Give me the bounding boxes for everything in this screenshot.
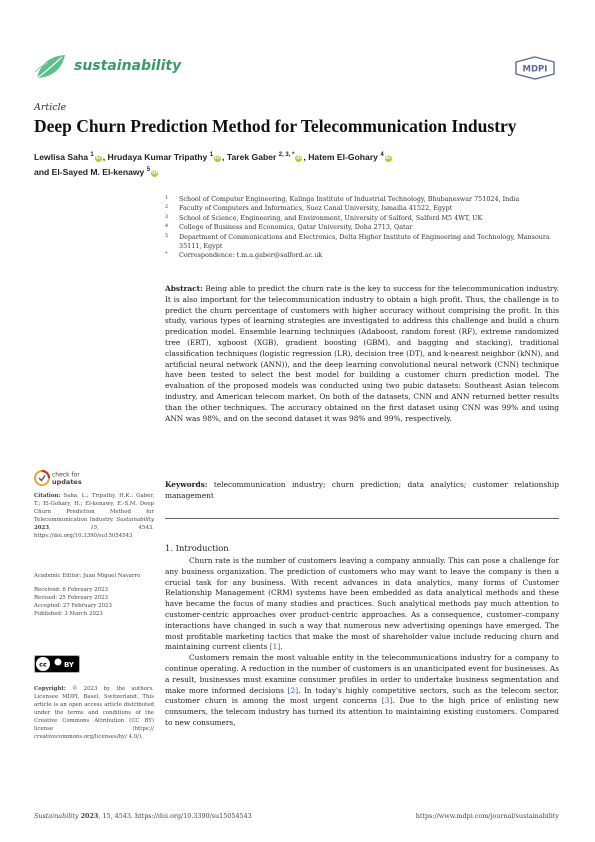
orcid-icon[interactable]: iD bbox=[296, 154, 302, 161]
revised-date: Revised: 25 February 2023 bbox=[34, 595, 108, 601]
affiliation-item: 4 College of Business and Economics, Qatar University, Doha 2713, Qatar bbox=[165, 223, 413, 232]
author-name: Hrudaya Kumar Tripathy bbox=[107, 151, 208, 162]
citation-block: Citation: Saha, L.; Tripathy, H.K.; Gaber, T.; El-Gohary, H.; El-kenawy, E.-S.M. Deep Churn Prediction Method for Telecommunication Industry. Sustainability 2023, 15, 4543. https://doi.org/10.3390/su15054543 bbox=[34, 493, 154, 539]
author-affil-sup: 5 bbox=[146, 166, 151, 173]
author-name: Tarek Gaber bbox=[226, 151, 277, 162]
introduction-body bbox=[165, 556, 559, 729]
section-heading: 1. Introduction bbox=[165, 543, 229, 553]
reference-link[interactable]: [1] bbox=[269, 642, 281, 652]
abstract bbox=[165, 284, 559, 424]
orcid-icon[interactable]: iD bbox=[95, 154, 101, 161]
author-affil-sup: 1 bbox=[209, 152, 214, 158]
affiliation-item: 2 Faculty of Computers and Informatics, Suez Canal University, Ismailia 41522, Egypt bbox=[165, 204, 453, 213]
author-list: Lewlisa Saha $^1$ iD , Hrudaya Kumar Tripathy $^1$ iD , Tarek Gaber $^{2, 3, *}$ iD , Hatem El-Gohary $^4$ iD and El-Sayed M. El-kenawy $^5$ iD bbox=[34, 151, 391, 177]
affiliation-item: 3 School of Science, Engineering, and Environment, University of Salford, Salford M5 4WT, UK bbox=[165, 213, 483, 222]
article-type: Article bbox=[34, 102, 67, 113]
mdpi-logo bbox=[514, 56, 556, 80]
accepted-date: Accepted: 27 February 2023 bbox=[34, 603, 112, 609]
citation-text: Saha, L.; Tripathy, H.K.; Gaber, T.; El-Gohary, H.; El-kenawy, E.-S.M. Deep Churn Prediction Method for Telecommunication Industry. bbox=[34, 493, 154, 523]
footer-journal-url[interactable]: https://www.mdpi.com/journal/sustainability bbox=[415, 812, 559, 820]
orcid-icon[interactable]: iD bbox=[152, 169, 158, 176]
cc-text: cc bbox=[39, 660, 47, 669]
article-title: Deep Churn Prediction Method for Telecommunication Industry bbox=[34, 116, 517, 136]
affiliation-item: 1 School of Computer Engineering, Kalinga Institute of Industrial Technology, Bhubaneswar 751024, India bbox=[165, 195, 520, 203]
cc-by-text: BY bbox=[63, 661, 75, 669]
footer-citation: Sustainability 2023, 15, 4543. https://doi.org/10.3390/su15054543 bbox=[34, 812, 252, 820]
affiliation-item: 5 Department of Communications and Electronics, Delta Higher Institute of Engineering and Technology, Mansoura 35111, Egypt bbox=[165, 232, 550, 251]
orcid-icon[interactable]: iD bbox=[385, 154, 391, 161]
author-affil-sup: 4 bbox=[380, 152, 384, 158]
received-date: Received: 6 February 2023 bbox=[34, 587, 108, 593]
mdpi-logo-text: MDPI bbox=[522, 64, 548, 75]
correspondence: * Correspondence: t.m.a.gaber@salford.ac.uk bbox=[165, 251, 323, 260]
divider bbox=[165, 518, 559, 519]
keywords bbox=[165, 480, 559, 502]
citation-doi: , 4543. https://doi.org/10.3390/su15054543 bbox=[34, 525, 154, 539]
citation-volume: 15 bbox=[90, 525, 98, 531]
check-label-top: check for bbox=[52, 471, 80, 479]
journal-leaf-logo bbox=[34, 52, 68, 82]
orcid-icon[interactable]: iD bbox=[215, 154, 221, 161]
keywords-label: Keywords: bbox=[165, 480, 208, 489]
copyright-block bbox=[34, 685, 154, 741]
published-date: Published: 3 March 2023 bbox=[34, 611, 103, 617]
abstract-label: Abstract: bbox=[165, 284, 203, 293]
check-label-bottom: updates bbox=[52, 478, 82, 486]
academic-editor: Academic Editor: Juan Miguel Navarro bbox=[34, 573, 141, 579]
paragraph: Churn rate is the number of customers leaving a company annually. This can pose a challenge for any business organization. The prediction of customers who may want to leave the company is then a crucial task for any business. With recent advances in data analytics, many forms of Customer Relationship Management (CRM) systems have been embedded as data analytical methods and these have became the focus of many studies and practices. Such analytical methods pay much attention to customer-centric approaches over product-centric approaches. As a consequence, customer–company interactions have changed in such a way that numerous new advertising openings have emerged. The most profitable marketing tactics that make the most of shareholder value include reducing churn and maintaining current clients [1]. bbox=[165, 556, 559, 652]
abstract-text: Being able to predict the churn rate is the key to success for the telecommunication industry. It is also important for the telecommunication industry to obtain a high profit. Thus, the challenge is to predict the churn percentage of customers with higher accuracy without comprising the profit. In this study, various types of learning strategies are investigated to address this challenge and build a churn predication model. Ensemble learning techniques (Adaboost, random forest (RF), extreme randomized tree (ERT), xgboost (XGB), gradient boosting (GBM), and bagging and stacking), traditional classification techniques (logistic regression (LR), decision tree (DT), and k-nearest neighbor (kNN), and artificial neural network (ANN)), and the deep learning convolutional neural network (CNN) technique have been tested to select the best model for building a customer churn prediction model. The evaluation of the proposed models was conducted using two pubic datasets: Southeast Asian telecom industry, and American telecom market. On both of the datasets, CNN and ANN returned better results than the other techniques. The accuracy obtained on the first dataset using CNN was 99% and using ANN was 98%, and on the second dataset it was 98% and 99%, respectively. bbox=[165, 284, 559, 423]
author-name: El-Sayed M. El-kenawy bbox=[51, 166, 145, 177]
cc-by-license-icon[interactable] bbox=[34, 655, 80, 673]
journal-name: sustainability bbox=[74, 58, 182, 74]
author-name: Lewlisa Saha bbox=[34, 151, 88, 162]
copyright-label: Copyright: bbox=[34, 686, 66, 692]
citation-journal: Sustainability bbox=[116, 517, 154, 523]
dates-block bbox=[34, 572, 154, 618]
reference-link[interactable]: [3] bbox=[381, 696, 393, 706]
copyright-text: © 2023 by the authors. Licensee MDPI, Basel, Switzerland. This article is an open access article distributed under the terms and conditions of the Creative Commons Attribution (CC BY) license (https:// creativecommons.org/licenses/by/ 4.0/). bbox=[34, 686, 154, 740]
check-for-updates-badge[interactable] bbox=[34, 468, 94, 488]
affiliations bbox=[165, 195, 565, 261]
author-affil-sup: 1 bbox=[90, 152, 94, 158]
author-affil-sup: 2, 3, * bbox=[278, 152, 295, 158]
citation-label: Citation: bbox=[34, 493, 61, 499]
paragraph: Customers remain the most valuable entity in the telecommunications industry for a company to continue operating. A reduction in the number of customers is an unanticipated event for businesses. As a result, businesses must examine consumer profiles in order to undertake business segmentation and make more informed decisions [2]. In today's highly competitive sectors, such as the telecom sector, customer churn is among the most urgent concerns [3]. Due to the high price of enlisting new consumers, the telecom industry has turned its attention to maintaining existing customers. Compared to new consumers, bbox=[165, 653, 560, 727]
author-name: Hatem El-Gohary bbox=[308, 151, 378, 162]
keywords-text: telecommunication industry; churn prediction; data analytics; customer relationship management bbox=[165, 480, 559, 500]
reference-link[interactable]: [2] bbox=[287, 685, 299, 695]
citation-year: 2023 bbox=[34, 525, 50, 531]
